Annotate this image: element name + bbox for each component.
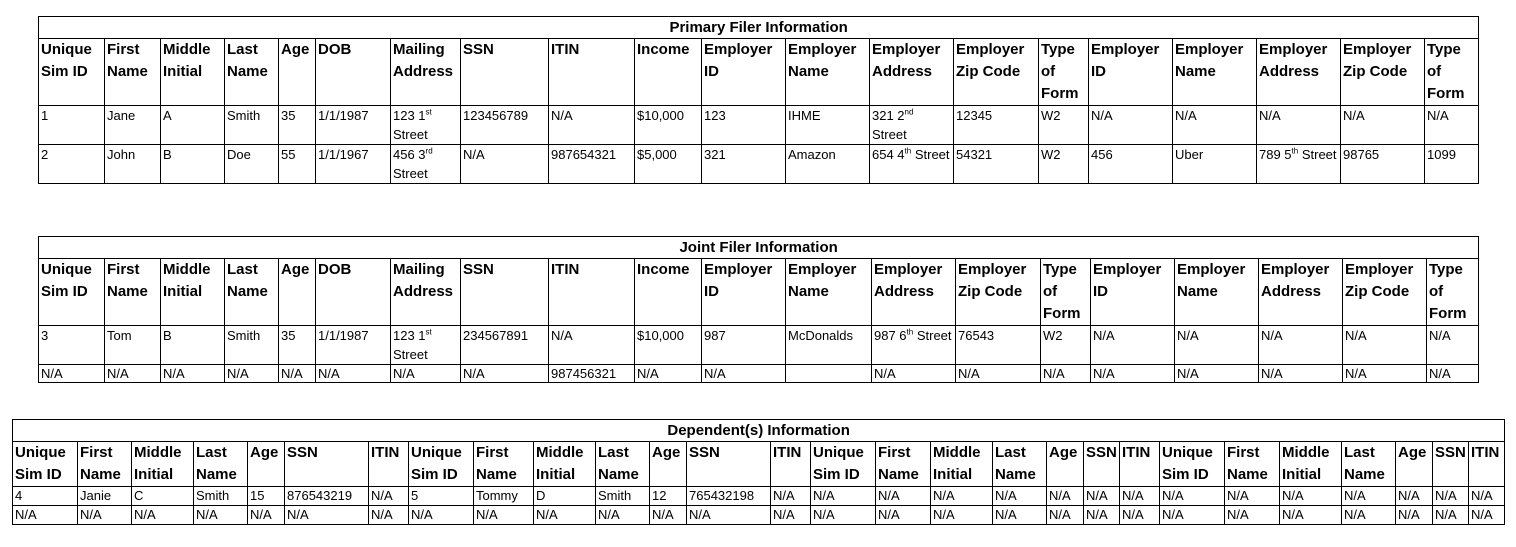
table-cell: N/A (279, 365, 316, 383)
table-cell: N/A (105, 365, 161, 383)
table-cell: N/A (1433, 506, 1469, 525)
column-header-income: Income (635, 39, 702, 106)
table-cell: N/A (1342, 506, 1396, 525)
column-header-employer-name: Employer Name (1175, 259, 1259, 326)
column-header-age: Age (650, 442, 687, 487)
column-header-employer-id: Employer ID (702, 39, 786, 106)
table-cell: $10,000 (635, 326, 702, 365)
column-header-employer-zip-code: Employer Zip Code (954, 39, 1039, 106)
table-cell: N/A (1225, 487, 1280, 506)
column-header-unique-sim-id: Unique Sim ID (409, 442, 474, 487)
column-header-ssn: SSN (687, 442, 771, 487)
column-header-unique-sim-id: Unique Sim ID (39, 259, 105, 326)
column-header-middle-initial: Middle Initial (534, 442, 596, 487)
column-header-first-name: First Name (105, 39, 161, 106)
column-header-last-name: Last Name (225, 39, 279, 106)
joint-filer-title: Joint Filer Information (39, 237, 1479, 259)
table-cell: N/A (78, 506, 132, 525)
column-header-middle-initial: Middle Initial (132, 442, 194, 487)
column-header-employer-zip-code: Employer Zip Code (956, 259, 1041, 326)
table-cell: W2 (1039, 145, 1089, 184)
table-cell: N/A (1160, 506, 1225, 525)
table-cell: N/A (1427, 365, 1479, 383)
table-cell: 987654321 (549, 145, 635, 184)
column-header-itin: ITIN (549, 39, 635, 106)
table-cell: N/A (1259, 365, 1343, 383)
joint-header-row (39, 259, 1479, 326)
joint-filer-table (38, 236, 1479, 383)
table-row (13, 506, 1505, 525)
table-cell: N/A (1175, 326, 1259, 365)
table-cell: N/A (1041, 365, 1091, 383)
column-header-type-of-form: Type of Form (1039, 39, 1089, 106)
table-cell: N/A (316, 365, 391, 383)
table-cell: N/A (811, 487, 876, 506)
column-header-employer-address: Employer Address (870, 39, 954, 106)
column-header-middle-initial: Middle Initial (1280, 442, 1342, 487)
table-cell: N/A (1341, 106, 1425, 145)
column-header-age: Age (279, 259, 316, 326)
column-header-mailing-address: Mailing Address (391, 39, 461, 106)
table-cell: IHME (786, 106, 870, 145)
column-header-last-name: Last Name (225, 259, 279, 326)
table-cell: N/A (1047, 487, 1084, 506)
table-cell: N/A (194, 506, 248, 525)
table-cell: 234567891 (461, 326, 549, 365)
table-cell: C (132, 487, 194, 506)
table-cell: N/A (1342, 487, 1396, 506)
column-header-employer-name: Employer Name (786, 259, 872, 326)
column-header-itin: ITIN (1120, 442, 1160, 487)
table-cell: 1/1/1987 (316, 326, 391, 365)
table-cell: N/A (872, 365, 956, 383)
table-cell: 654 4th Street (870, 145, 954, 184)
column-header-ssn: SSN (461, 259, 549, 326)
column-header-type-of-form: Type of Form (1425, 39, 1479, 106)
table-cell: N/A (1425, 106, 1479, 145)
table-cell: $10,000 (635, 106, 702, 145)
table-cell: N/A (369, 487, 409, 506)
column-header-employer-id: Employer ID (1089, 39, 1173, 106)
table-cell: 987 6th Street (872, 326, 956, 365)
table-cell: N/A (1343, 326, 1427, 365)
column-header-employer-id: Employer ID (702, 259, 786, 326)
table-cell: N/A (1160, 487, 1225, 506)
table-cell: N/A (596, 506, 650, 525)
column-header-age: Age (248, 442, 285, 487)
column-header-first-name: First Name (1225, 442, 1280, 487)
table-cell: N/A (635, 365, 702, 383)
table-cell: 55 (279, 145, 316, 184)
table-cell: N/A (1433, 487, 1469, 506)
table-cell: N/A (1173, 106, 1257, 145)
column-header-itin: ITIN (1469, 442, 1505, 487)
table-cell: 35 (279, 326, 316, 365)
table-cell: N/A (132, 506, 194, 525)
table-cell: N/A (391, 365, 461, 383)
table-cell (786, 365, 872, 383)
table-cell: N/A (687, 506, 771, 525)
table-cell: 98765 (1341, 145, 1425, 184)
table-cell: N/A (993, 506, 1047, 525)
column-header-first-name: First Name (474, 442, 534, 487)
column-header-employer-address: Employer Address (1257, 39, 1341, 106)
table-cell: 12 (650, 487, 687, 506)
table-cell: N/A (161, 365, 225, 383)
table-cell: Smith (225, 106, 279, 145)
table-cell: 2 (39, 145, 105, 184)
dependents-table (12, 419, 1505, 525)
table-cell: A (161, 106, 225, 145)
table-cell: N/A (876, 487, 931, 506)
table-cell: N/A (285, 506, 369, 525)
table-cell: 876543219 (285, 487, 369, 506)
column-header-employer-zip-code: Employer Zip Code (1343, 259, 1427, 326)
table-cell: 1 (39, 106, 105, 145)
column-header-last-name: Last Name (596, 442, 650, 487)
table-cell: 3 (39, 326, 105, 365)
column-header-ssn: SSN (285, 442, 369, 487)
table-cell: B (161, 326, 225, 365)
column-header-last-name: Last Name (194, 442, 248, 487)
column-header-ssn: SSN (1433, 442, 1469, 487)
column-header-unique-sim-id: Unique Sim ID (39, 39, 105, 106)
table-cell: N/A (1091, 326, 1175, 365)
table-cell: 4 (13, 487, 78, 506)
table-cell: N/A (1091, 365, 1175, 383)
table-cell: N/A (549, 326, 635, 365)
table-cell: McDonalds (786, 326, 872, 365)
table-cell: Janie (78, 487, 132, 506)
table-cell: W2 (1039, 106, 1089, 145)
table-row (39, 106, 1479, 145)
table-cell: D (534, 487, 596, 506)
table-row (39, 326, 1479, 365)
table-cell: N/A (702, 365, 786, 383)
table-cell: N/A (461, 365, 549, 383)
table-cell: Jane (105, 106, 161, 145)
column-header-itin: ITIN (771, 442, 811, 487)
column-header-first-name: First Name (78, 442, 132, 487)
table-cell: 789 5th Street (1257, 145, 1341, 184)
table-cell: N/A (1427, 326, 1479, 365)
column-header-middle-initial: Middle Initial (161, 39, 225, 106)
column-header-employer-name: Employer Name (786, 39, 870, 106)
table-cell: Smith (596, 487, 650, 506)
column-header-unique-sim-id: Unique Sim ID (13, 442, 78, 487)
column-header-first-name: First Name (876, 442, 931, 487)
table-cell: N/A (1280, 487, 1342, 506)
dependents-title: Dependent(s) Information (13, 420, 1505, 442)
table-cell: N/A (39, 365, 105, 383)
table-cell: N/A (1225, 506, 1280, 525)
table-cell: N/A (931, 487, 993, 506)
primary-filer-title: Primary Filer Information (39, 17, 1479, 39)
column-header-dob: DOB (316, 39, 391, 106)
table-cell: $5,000 (635, 145, 702, 184)
table-cell: 1/1/1967 (316, 145, 391, 184)
table-row (13, 487, 1505, 506)
table-cell: N/A (534, 506, 596, 525)
table-cell: Smith (194, 487, 248, 506)
table-cell: 987 (702, 326, 786, 365)
table-cell: 123 (702, 106, 786, 145)
table-cell: 321 (702, 145, 786, 184)
table-cell: N/A (461, 145, 549, 184)
column-header-middle-initial: Middle Initial (931, 442, 993, 487)
table-cell: N/A (1084, 487, 1120, 506)
table-cell: N/A (1469, 487, 1505, 506)
table-cell: N/A (369, 506, 409, 525)
table-cell: Tom (105, 326, 161, 365)
column-header-age: Age (1047, 442, 1084, 487)
table-cell: 765432198 (687, 487, 771, 506)
table-cell: N/A (993, 487, 1047, 506)
column-header-type-of-form: Type of Form (1427, 259, 1479, 326)
column-header-income: Income (635, 259, 702, 326)
column-header-last-name: Last Name (1342, 442, 1396, 487)
table-cell: N/A (1120, 487, 1160, 506)
column-header-ssn: SSN (461, 39, 549, 106)
column-header-employer-id: Employer ID (1091, 259, 1175, 326)
table-cell: N/A (931, 506, 993, 525)
table-cell: N/A (1469, 506, 1505, 525)
table-cell: 987456321 (549, 365, 635, 383)
column-header-itin: ITIN (369, 442, 409, 487)
column-header-first-name: First Name (105, 259, 161, 326)
column-header-last-name: Last Name (993, 442, 1047, 487)
table-cell: N/A (1396, 487, 1433, 506)
table-cell: N/A (1257, 106, 1341, 145)
table-cell: 1099 (1425, 145, 1479, 184)
column-header-age: Age (279, 39, 316, 106)
table-row (39, 145, 1479, 184)
table-cell: N/A (248, 506, 285, 525)
table-cell: 321 2nd Street (870, 106, 954, 145)
column-header-unique-sim-id: Unique Sim ID (1160, 442, 1225, 487)
column-header-employer-address: Employer Address (1259, 259, 1343, 326)
column-header-mailing-address: Mailing Address (391, 259, 461, 326)
table-cell: N/A (956, 365, 1041, 383)
table-cell: B (161, 145, 225, 184)
table-cell: 5 (409, 487, 474, 506)
table-cell: Amazon (786, 145, 870, 184)
table-cell: N/A (1084, 506, 1120, 525)
table-cell: 123 1st Street (391, 326, 461, 365)
table-cell: Uber (1173, 145, 1257, 184)
table-cell: N/A (1047, 506, 1084, 525)
table-cell: N/A (1259, 326, 1343, 365)
table-cell: John (105, 145, 161, 184)
table-cell: Doe (225, 145, 279, 184)
table-cell: N/A (409, 506, 474, 525)
table-cell: N/A (1175, 365, 1259, 383)
column-header-unique-sim-id: Unique Sim ID (811, 442, 876, 487)
column-header-type-of-form: Type of Form (1041, 259, 1091, 326)
column-header-employer-address: Employer Address (872, 259, 956, 326)
column-header-employer-zip-code: Employer Zip Code (1341, 39, 1425, 106)
table-cell: 35 (279, 106, 316, 145)
table-cell: 15 (248, 487, 285, 506)
table-cell: 123 1st Street (391, 106, 461, 145)
table-cell: N/A (1089, 106, 1173, 145)
table-cell: N/A (1396, 506, 1433, 525)
table-cell: W2 (1041, 326, 1091, 365)
table-cell: N/A (1343, 365, 1427, 383)
table-cell: N/A (13, 506, 78, 525)
table-cell: N/A (771, 506, 811, 525)
table-cell: 1/1/1987 (316, 106, 391, 145)
table-cell: N/A (474, 506, 534, 525)
table-cell: N/A (1120, 506, 1160, 525)
table-cell: N/A (650, 506, 687, 525)
table-cell: 76543 (956, 326, 1041, 365)
table-cell: Smith (225, 326, 279, 365)
primary-filer-table (38, 16, 1479, 184)
table-cell: N/A (771, 487, 811, 506)
table-row (39, 365, 1479, 383)
table-cell: 456 3rd Street (391, 145, 461, 184)
table-cell: N/A (811, 506, 876, 525)
table-cell: 123456789 (461, 106, 549, 145)
dependents-header-row (13, 442, 1505, 487)
primary-header-row (39, 39, 1479, 106)
table-cell: 12345 (954, 106, 1039, 145)
table-cell: Tommy (474, 487, 534, 506)
table-cell: N/A (225, 365, 279, 383)
column-header-ssn: SSN (1084, 442, 1120, 487)
table-cell: N/A (549, 106, 635, 145)
column-header-age: Age (1396, 442, 1433, 487)
table-cell: N/A (1280, 506, 1342, 525)
column-header-dob: DOB (316, 259, 391, 326)
column-header-itin: ITIN (549, 259, 635, 326)
table-cell: N/A (876, 506, 931, 525)
table-cell: 54321 (954, 145, 1039, 184)
column-header-employer-name: Employer Name (1173, 39, 1257, 106)
table-cell: 456 (1089, 145, 1173, 184)
column-header-middle-initial: Middle Initial (161, 259, 225, 326)
